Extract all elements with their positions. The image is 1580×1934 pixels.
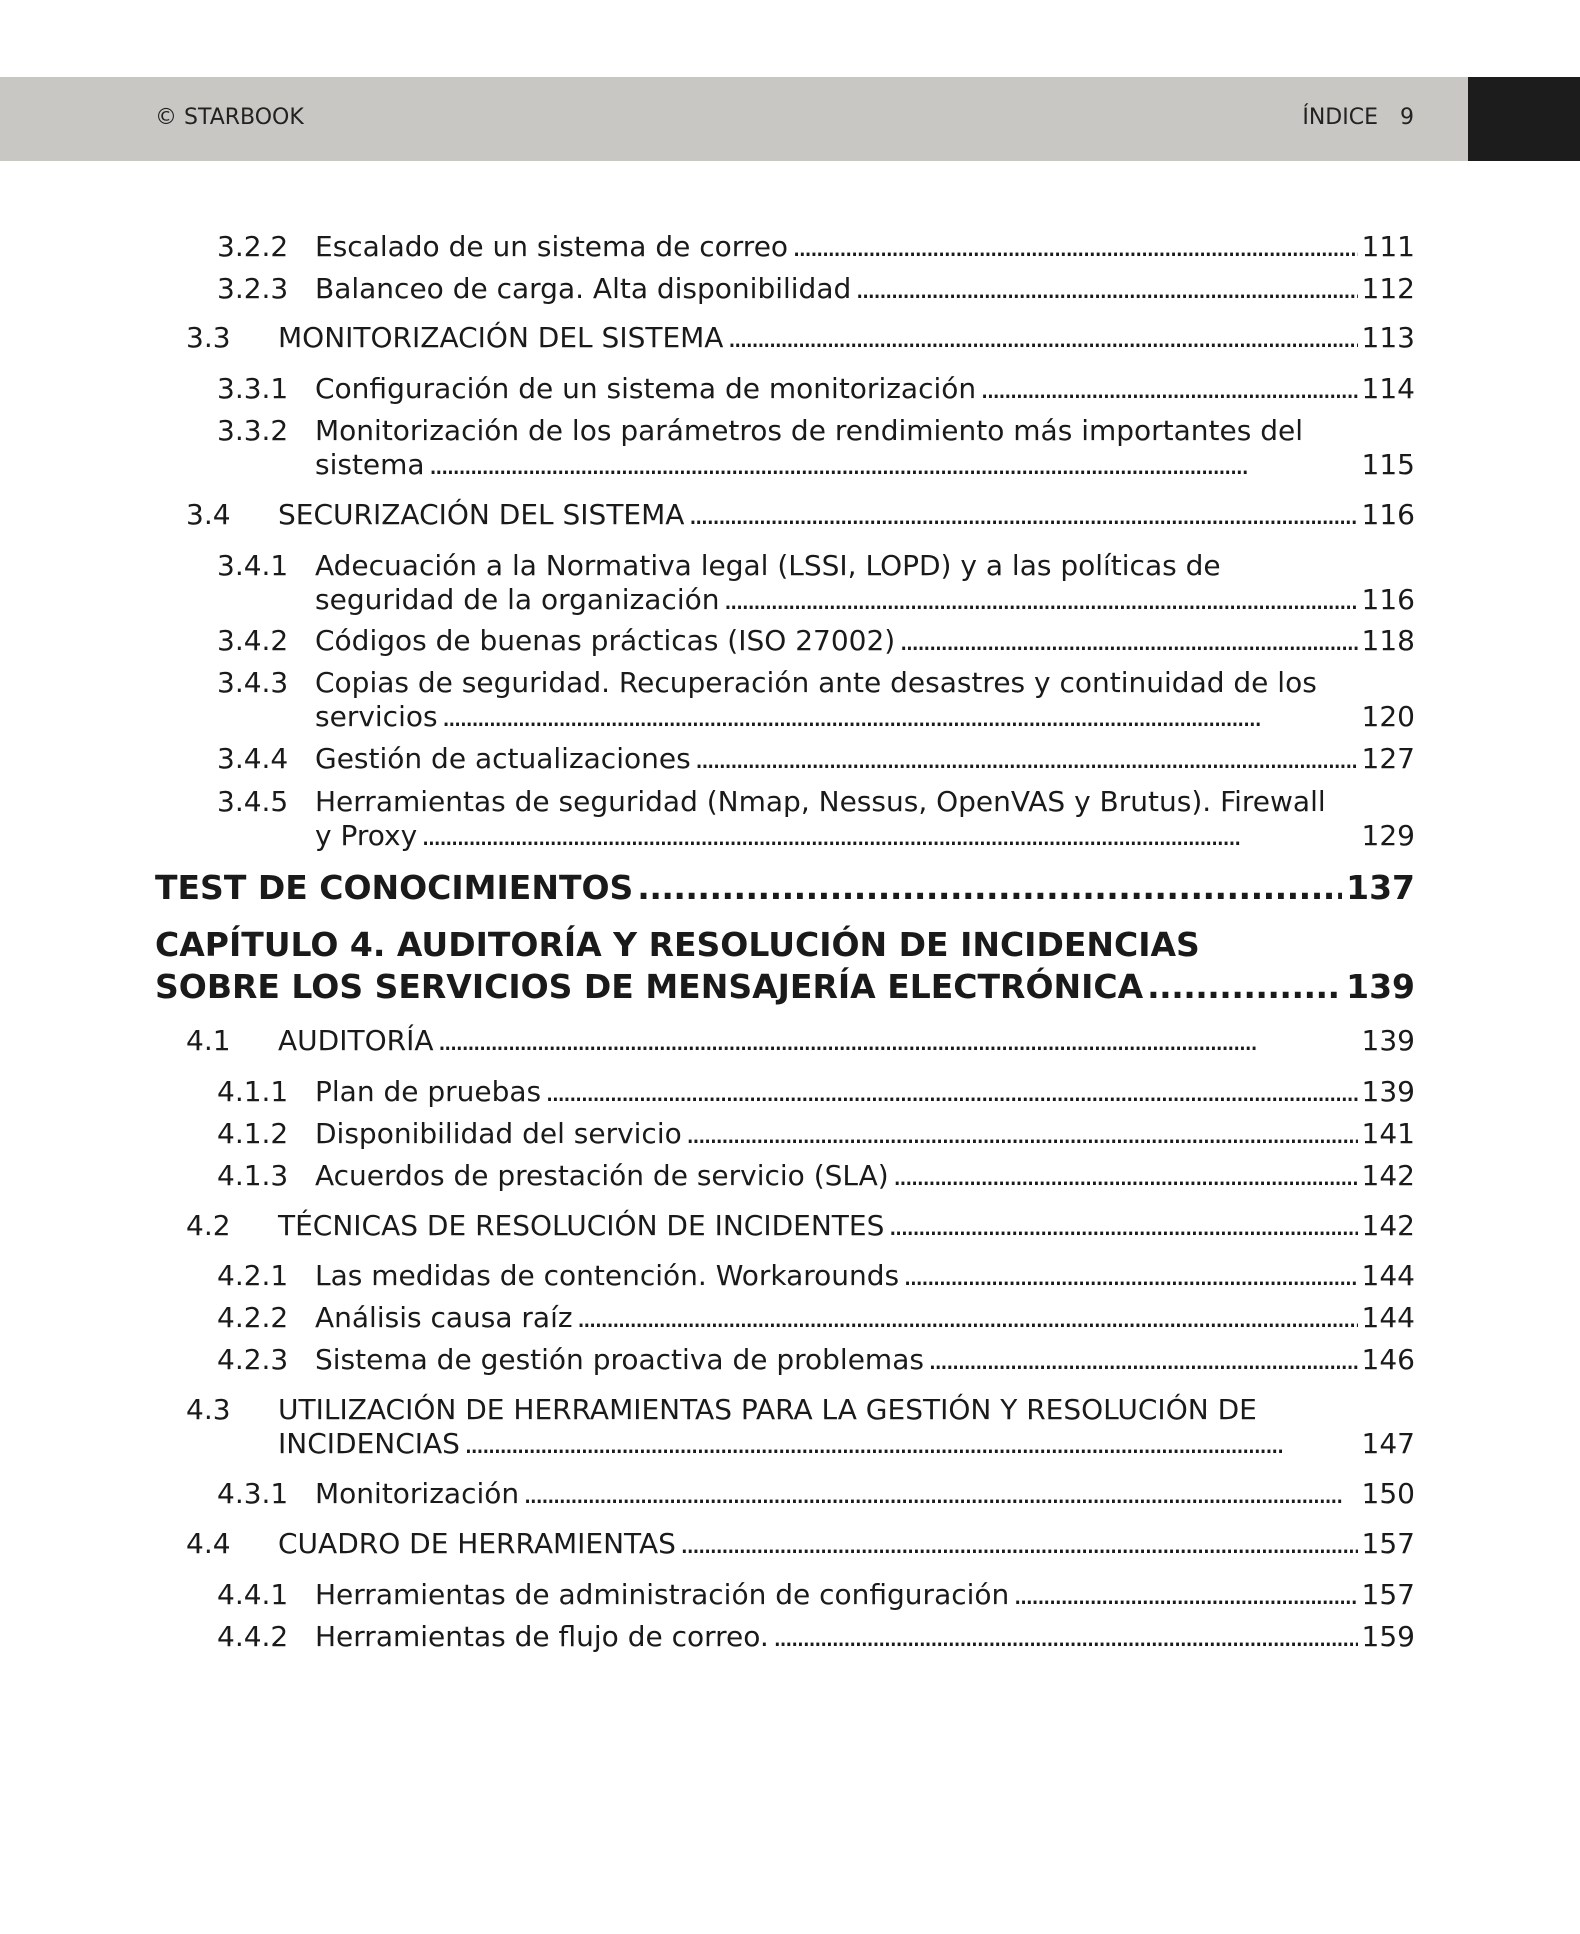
toc-entry-number: 3.4.4 (217, 742, 289, 775)
toc-entry-title: Acuerdos de prestación de servicio (SLA) (315, 1159, 889, 1192)
toc-entry[interactable] (186, 1393, 1415, 1461)
toc-entry-title: Disponibilidad del servicio (315, 1117, 682, 1150)
toc-entry-number: 4.1 (186, 1024, 231, 1057)
toc-entry-title-line1: Copias de seguridad. Recuperación ante desastres y continuidad de los (315, 666, 1317, 699)
leader-dots (437, 1024, 1357, 1058)
toc-entry-title-line1: Herramientas de seguridad (Nmap, Nessus, OpenVAS y Brutus). Firewall (315, 785, 1326, 818)
leader-dots (855, 272, 1357, 306)
toc-entry-title: INCIDENCIAS (278, 1427, 460, 1460)
leader-dots (903, 1259, 1357, 1293)
toc-entry-title: Configuración de un sistema de monitorización (315, 372, 977, 405)
leader-dots (1147, 967, 1342, 1007)
toc-entry-page: 127 (1361, 742, 1415, 775)
toc-entry-number: 4.2.3 (217, 1343, 289, 1376)
leader-dots (680, 1527, 1358, 1561)
toc-entry-number: 4.4.2 (217, 1620, 289, 1653)
leader-dots (893, 1159, 1358, 1193)
toc-entry[interactable] (217, 414, 1415, 482)
toc-entry-number: 3.4.2 (217, 624, 289, 657)
leader-dots (723, 583, 1357, 617)
toc-entry-title: MONITORIZACIÓN DEL SISTEMA (278, 321, 724, 354)
toc-entry-page: 120 (1361, 700, 1415, 733)
toc-entry-page: 115 (1361, 448, 1415, 481)
leader-dots (928, 1343, 1358, 1377)
toc-entry-title: AUDITORÍA (278, 1024, 434, 1057)
toc-entry-page: 144 (1361, 1259, 1415, 1292)
leader-dots (773, 1620, 1358, 1654)
toc-entry-number: 4.1.3 (217, 1159, 289, 1192)
toc-entry-title: TÉCNICAS DE RESOLUCIÓN DE INCIDENTES (278, 1209, 885, 1242)
toc-entry-number: 3.3 (186, 321, 231, 354)
toc-chapter-page: 139 (1346, 967, 1415, 1006)
toc-entry-page: 139 (1361, 1024, 1415, 1057)
toc-entry-number: 3.3.1 (217, 372, 289, 405)
toc-entry-number: 4.1.2 (217, 1117, 289, 1150)
leader-dots (545, 1075, 1357, 1109)
leader-dots (695, 742, 1358, 776)
toc-entry-number: 3.2.3 (217, 272, 289, 305)
toc-entry-number: 4.3.1 (217, 1477, 289, 1510)
leader-dots (637, 868, 1342, 908)
toc-chapter-title-line1: CAPÍTULO 4. AUDITORÍA Y RESOLUCIÓN DE INCIDENCIAS (155, 925, 1200, 964)
toc-entry[interactable] (217, 549, 1415, 617)
toc-entry-number: 4.4 (186, 1527, 231, 1560)
leader-dots (1013, 1578, 1357, 1612)
toc-entry-title: sistema (315, 448, 425, 481)
toc-entry-page: 116 (1361, 583, 1415, 616)
toc-entry-page: 157 (1361, 1527, 1415, 1560)
toc-entry-title: seguridad de la organización (315, 583, 720, 616)
toc-entry-page: 144 (1361, 1301, 1415, 1334)
toc-chapter-title: TEST DE CONOCIMIENTOS (155, 868, 634, 907)
toc-entry-page: 142 (1361, 1159, 1415, 1192)
leader-dots (686, 1117, 1358, 1151)
leader-dots (442, 700, 1358, 734)
leader-dots (727, 321, 1357, 355)
toc-entry-number: 4.4.1 (217, 1578, 289, 1611)
toc-entry-title: Gestión de actualizaciones (315, 742, 691, 775)
leader-dots (577, 1301, 1358, 1335)
toc-entry-page: 150 (1361, 1477, 1415, 1510)
toc-entry-title: CUADRO DE HERRAMIENTAS (278, 1527, 676, 1560)
toc-entry[interactable] (217, 666, 1415, 734)
toc-entry-number: 3.4.3 (217, 666, 289, 699)
toc-entry-title: Escalado de un sistema de correo (315, 230, 789, 263)
toc-entry-page: 141 (1361, 1117, 1415, 1150)
toc-entry[interactable] (217, 785, 1415, 853)
toc-entry-page: 114 (1361, 372, 1415, 405)
publisher-label: © STARBOOK (155, 105, 304, 130)
toc-entry-title: Plan de pruebas (315, 1075, 542, 1108)
toc-entry-page: 129 (1361, 819, 1415, 852)
toc-entry-title: SECURIZACIÓN DEL SISTEMA (278, 498, 685, 531)
toc-entry-title: y Proxy (315, 819, 418, 852)
toc-entry-title-line1: Monitorización de los parámetros de rendimiento más importantes del (315, 414, 1304, 447)
toc-entry-number: 3.4 (186, 498, 231, 531)
toc-entry-title: Herramientas de administración de configuración (315, 1578, 1010, 1611)
toc-entry-page: 111 (1361, 230, 1415, 263)
toc-entry-page: 147 (1361, 1427, 1415, 1460)
toc-entry-number: 3.3.2 (217, 414, 289, 447)
leader-dots (429, 448, 1358, 482)
toc-entry-title: Herramientas de flujo de correo. (315, 1620, 769, 1653)
leader-dots (688, 498, 1357, 532)
toc-entry-page: 146 (1361, 1343, 1415, 1376)
leader-dots (421, 819, 1357, 853)
toc-entry-number: 3.4.1 (217, 549, 289, 582)
leader-dots (792, 230, 1357, 264)
toc-entry-number: 3.2.2 (217, 230, 289, 263)
toc-entry-page: 139 (1361, 1075, 1415, 1108)
toc-chapter-page: 137 (1346, 868, 1415, 907)
toc-entry-title: Análisis causa raíz (315, 1301, 573, 1334)
leader-dots (899, 624, 1357, 658)
toc-entry-title-line1: Adecuación a la Normativa legal (LSSI, LOPD) y a las políticas de (315, 549, 1221, 582)
toc-entry-title: Sistema de gestión proactiva de problemas (315, 1343, 924, 1376)
toc-entry-page: 159 (1361, 1620, 1415, 1653)
section-label: ÍNDICE (1302, 105, 1378, 130)
toc-entry-page: 118 (1361, 624, 1415, 657)
toc-entry-page: 116 (1361, 498, 1415, 531)
toc-entry-title: servicios (315, 700, 438, 733)
toc-entry-number: 4.2.1 (217, 1259, 289, 1292)
toc-entry-title: Las medidas de contención. Workarounds (315, 1259, 900, 1292)
leader-dots (464, 1427, 1358, 1461)
leader-dots (523, 1477, 1357, 1511)
toc-entry-page: 112 (1361, 272, 1415, 305)
toc-entry-number: 4.2.2 (217, 1301, 289, 1334)
toc-entry-number: 3.4.5 (217, 785, 289, 818)
leader-dots (980, 372, 1357, 406)
toc-entry-title-line1: UTILIZACIÓN DE HERRAMIENTAS PARA LA GESTIÓN Y RESOLUCIÓN DE (278, 1393, 1257, 1426)
page-number: 9 (1400, 105, 1414, 130)
toc-entry-page: 142 (1361, 1209, 1415, 1242)
toc-entry-page: 113 (1361, 321, 1415, 354)
toc-entry-number: 4.1.1 (217, 1075, 289, 1108)
toc-entry-title: Monitorización (315, 1477, 520, 1510)
toc-chapter-title: SOBRE LOS SERVICIOS DE MENSAJERÍA ELECTRÓNICA (155, 967, 1144, 1006)
toc-entry-title: Balanceo de carga. Alta disponibilidad (315, 272, 852, 305)
toc-entry-page: 157 (1361, 1578, 1415, 1611)
toc-chapter-entry[interactable] (155, 925, 1415, 1007)
toc-entry-title: Códigos de buenas prácticas (ISO 27002) (315, 624, 896, 657)
toc-entry-number: 4.2 (186, 1209, 231, 1242)
leader-dots (888, 1209, 1357, 1243)
toc-entry-number: 4.3 (186, 1393, 231, 1426)
